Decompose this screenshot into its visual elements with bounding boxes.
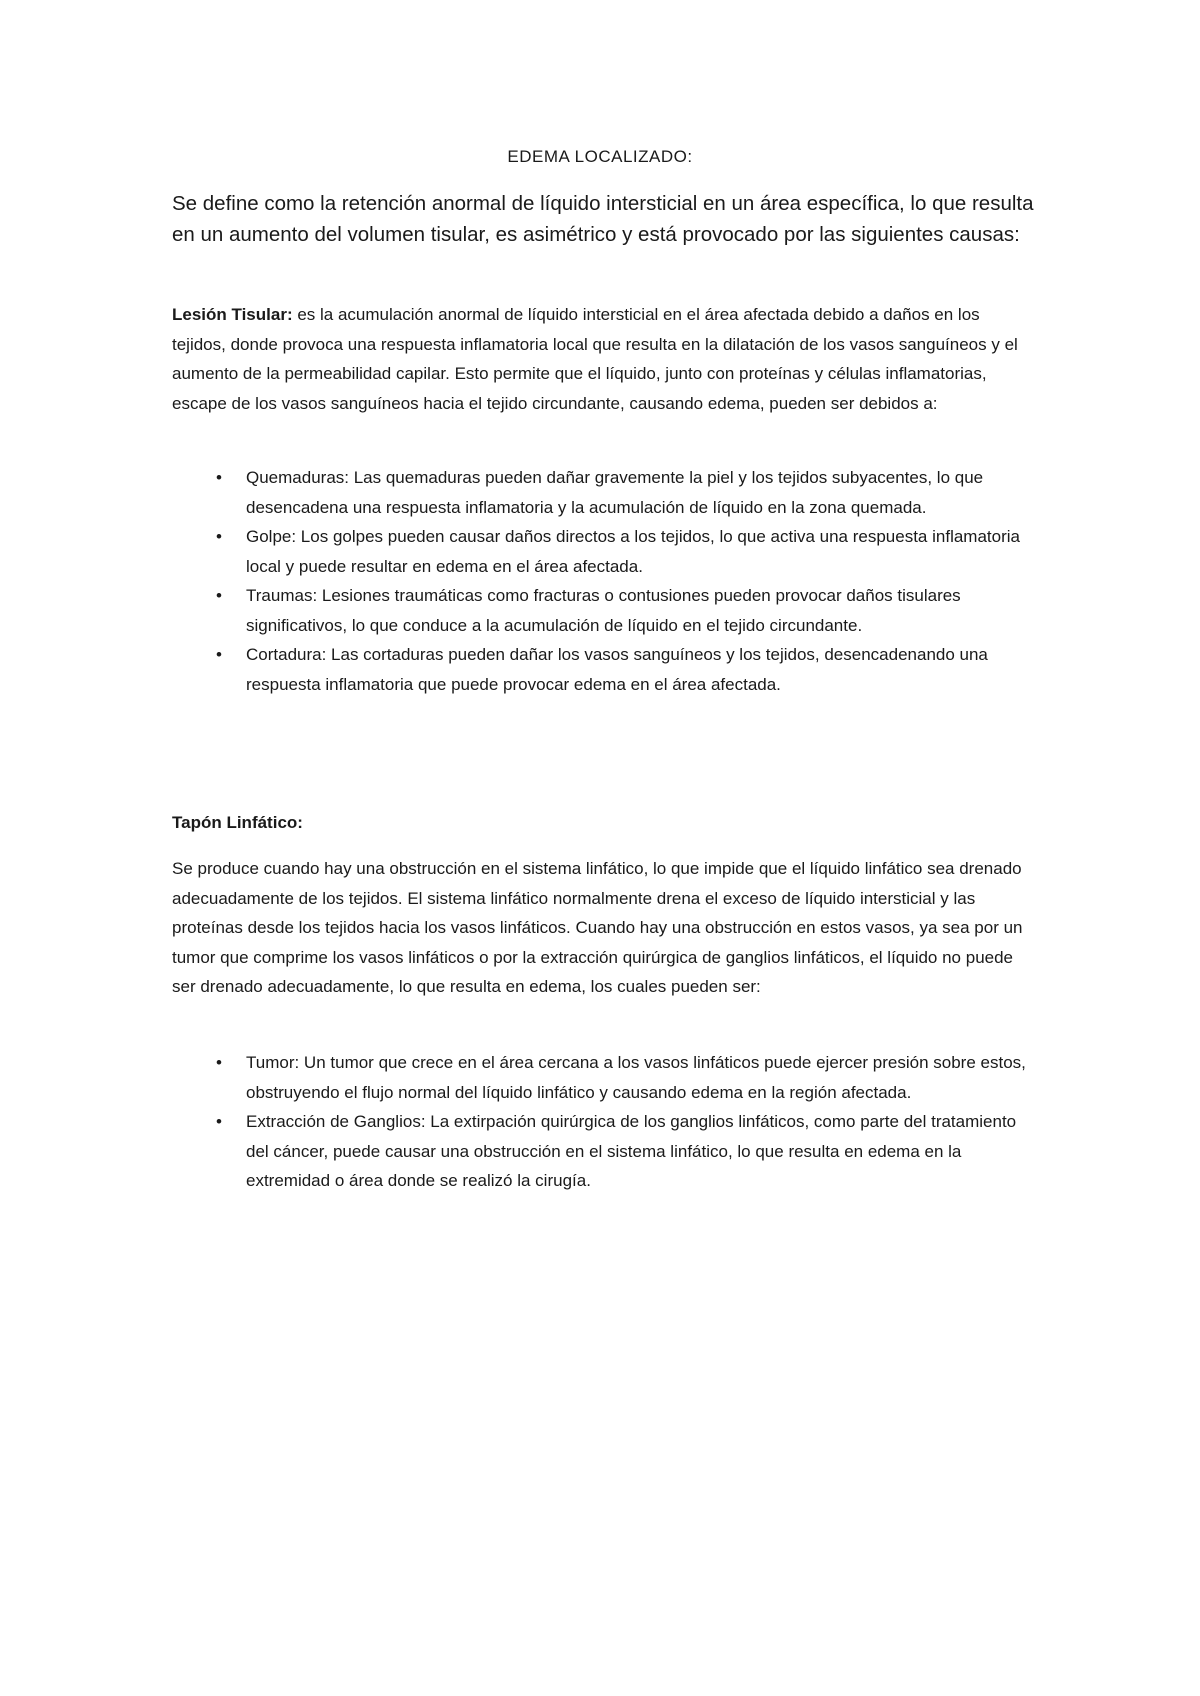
document-title: EDEMA LOCALIZADO: [507, 147, 693, 166]
list-item-text: Tumor: Un tumor que crece en el área cercana a los vasos linfáticos puede ejercer presión sobre estos, obstruyendo el flujo normal del líquido linfático y causando edema en la región afectada. [246, 1053, 1026, 1102]
list-item-text: Cortadura: Las cortaduras pueden dañar los vasos sanguíneos y los tejidos, desencadenando una respuesta inflamatoria que puede provocar edema en el área afectada. [246, 645, 988, 694]
lesion-paragraph [172, 300, 1032, 418]
lesion-causes-list [172, 463, 1032, 699]
list-item [172, 581, 1032, 640]
list-item [172, 1048, 1032, 1107]
bullet-icon: • [216, 586, 222, 605]
lesion-label: Lesión Tisular: [172, 305, 293, 324]
tapon-causes-list [172, 1048, 1032, 1196]
bullet-icon: • [216, 1053, 222, 1072]
tapon-heading-text: Tapón Linfático: [172, 813, 303, 832]
bullet-icon: • [216, 1112, 222, 1131]
list-item [172, 463, 1032, 522]
tapon-heading [172, 808, 1032, 838]
list-item-text: Golpe: Los golpes pueden causar daños directos a los tejidos, lo que activa una respuesta inflamatoria local y puede resultar en edema en el área afectada. [246, 527, 1020, 576]
bullet-icon: • [216, 645, 222, 664]
bullet-icon: • [216, 468, 222, 487]
tapon-paragraph: Se produce cuando hay una obstrucción en el sistema linfático, lo que impide que el líquido linfático sea drenado adecuadamente de los tejidos. El sistema linfático normalmente drena el exceso de líquido intersticial y las proteínas desde los tejidos hacia los vasos linfáticos. Cuando hay una obstrucción en estos vasos, ya sea por un tumor que comprime los vasos linfáticos o por la extracción quirúrgica de ganglios linfáticos, el líquido no puede ser drenado adecuadamente, lo que resulta en edema, los cuales pueden ser: [172, 859, 1023, 996]
lesion-text: es la acumulación anormal de líquido intersticial en el área afectada debido a daños en los tejidos, donde provoca una respuesta inflamatoria local que resulta en la dilatación de los vasos sanguíneos y el aumento de la permeabilidad capilar. Esto permite que el líquido, junto con proteínas y células inflamatorias, escape de los vasos sanguíneos hacia el tejido circundante, causando edema, pueden ser debidos a: [172, 305, 1018, 413]
list-item-text: Quemaduras: Las quemaduras pueden dañar gravemente la piel y los tejidos subyacentes, lo que desencadena una respuesta inflamatoria y la acumulación de líquido en la zona quemada. [246, 468, 984, 517]
intro-paragraph: Se define como la retención anormal de líquido intersticial en un área específica, lo que resulta en un aumento del volumen tisular, es asimétrico y está provocado por las siguientes causas: [172, 192, 1034, 246]
list-item [172, 1107, 1032, 1196]
list-item [172, 522, 1032, 581]
list-item [172, 640, 1032, 699]
list-item-text: Extracción de Ganglios: La extirpación quirúrgica de los ganglios linfáticos, como parte del tratamiento del cáncer, puede causar una obstrucción en el sistema linfático, lo que resulta en edema en la extremidad o área donde se realizó la cirugía. [246, 1112, 1017, 1190]
list-item-text: Traumas: Lesiones traumáticas como fracturas o contusiones pueden provocar daños tisulares significativos, lo que conduce a la acumulación de líquido en el tejido circundante. [246, 586, 961, 635]
bullet-icon: • [216, 527, 222, 546]
